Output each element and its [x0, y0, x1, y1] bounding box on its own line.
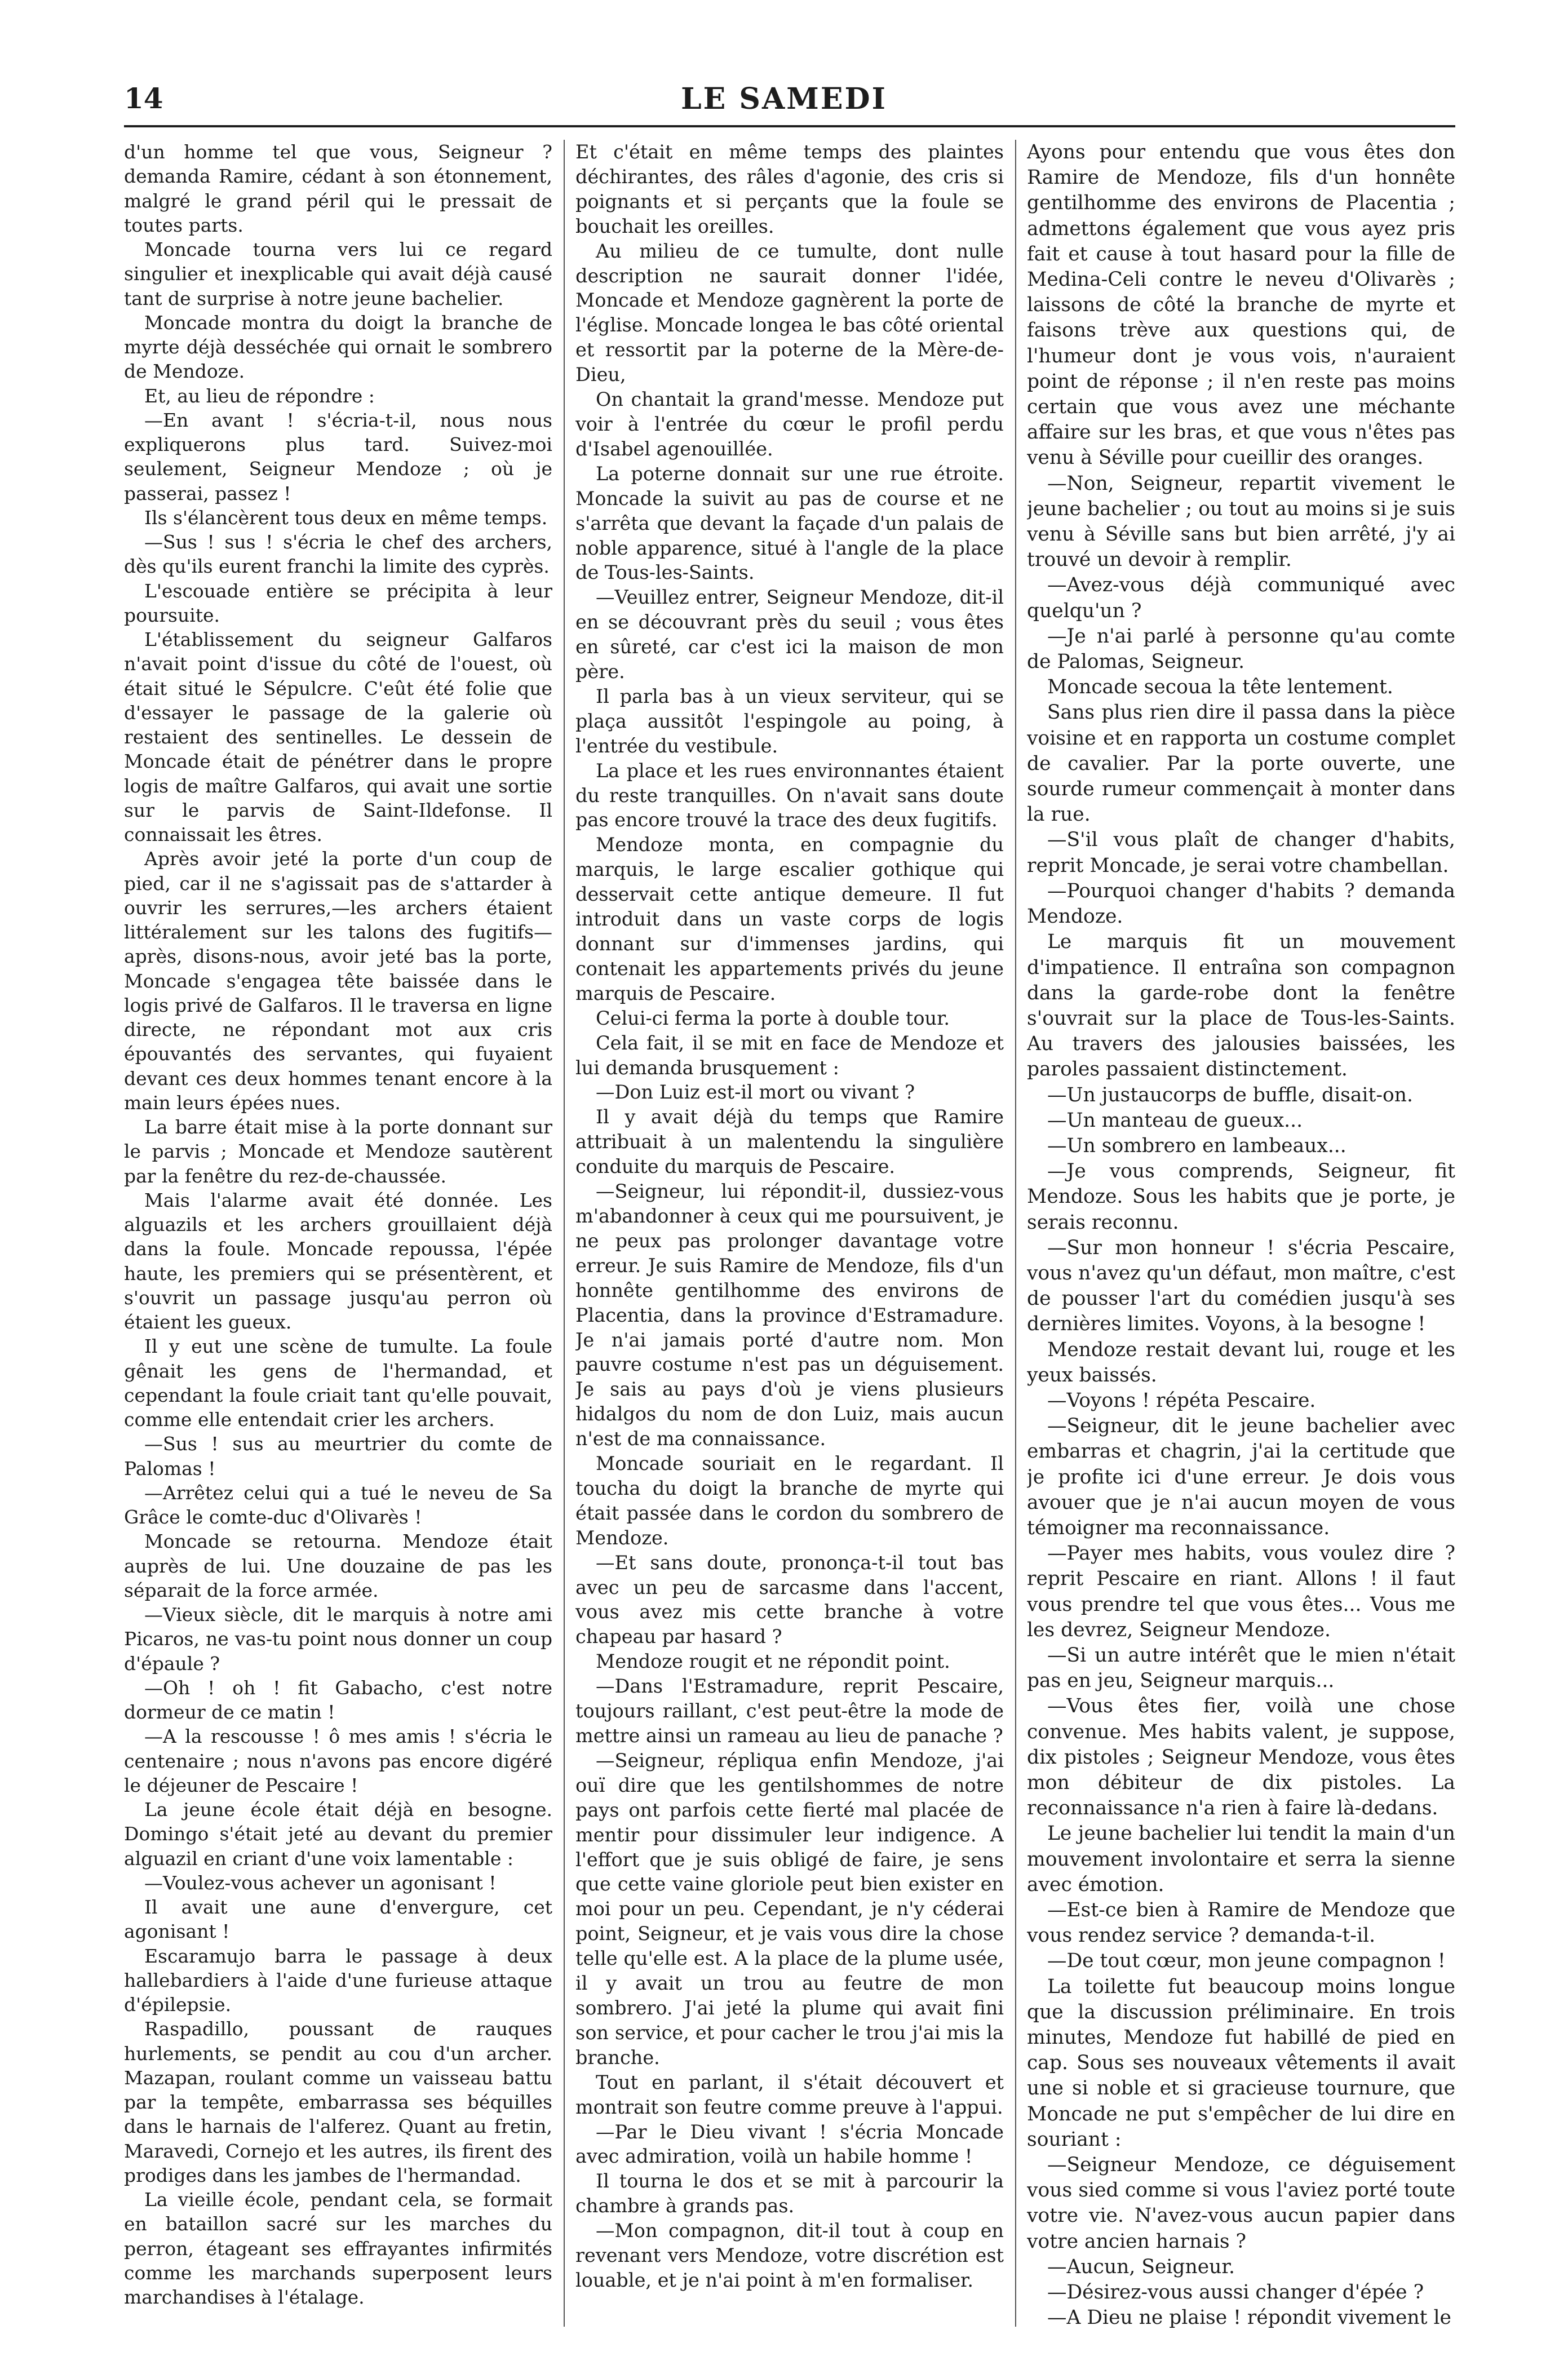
paragraph: Ayons pour entendu que vous êtes don Ramire de Mendoze, fils d'un honnête gentilhomme des environs de Placentia ; admettons également que vous ayez pris fait et cause à tout hasard pour la fille de Medina-Celi contre le neveu d'Olivarès ; laissons de côté la branche de myrte et faisons trève aux questions qui, de l'humeur dont je vous vois, n'auraient point de réponse ; il n'en reste pas moins certain que vous avez une méchante affaire sur les bras, et que vous n'êtes pas venu à Séville pour cueillir des oranges.	[1027, 141, 1455, 470]
page-number: 14	[124, 82, 163, 115]
header-rule	[124, 125, 1455, 127]
paragraph: —Et sans doute, prononça-t-il tout bas avec un peu de sarcasme dans l'accent, vous avez mis cette branche à votre chapeau par hasard ?	[575, 1551, 1004, 1648]
journal-title: LE SAMEDI	[681, 82, 887, 116]
paragraph: —Arrêtez celui qui a tué le neveu de Sa Grâce le comte-duc d'Olivarès !	[124, 1481, 552, 1528]
paragraph: La toilette fut beaucoup moins longue que la discussion préliminaire. En trois minutes, Mendoze fut habillé de pied en cap. Sous ses nouveaux vêtements il avait une si noble et si gracieuse tournure, que Moncade ne put s'empêcher de lui dire en souriant :	[1027, 1975, 1455, 2151]
paragraph: —Pourquoi changer d'habits ? demanda Mendoze.	[1027, 879, 1455, 928]
paragraph: Tout en parlant, il s'était découvert et montrait son feutre comme preuve à l'appui.	[575, 2071, 1004, 2118]
paragraph: Le jeune bachelier lui tendit la main d'un mouvement involontaire et serra la sienne avec émotion.	[1027, 1822, 1455, 1896]
paragraph: —Seigneur, lui répondit-il, dussiez-vous m'abandonner à ceux qui me poursuivent, je ne peux pas prolonger davantage votre erreur. Je suis Ramire de Mendoze, fils d'un honnête gentilhomme des environs de Placentia, dans la province d'Estramadure. Je n'ai jamais porté d'autre nom. Mon pauvre costume n'est pas un déguisement. Je sais au pays d'où je viens plusieurs hidalgos du nom de don Luiz, mais aucun n'est de ma connaissance.	[575, 1180, 1004, 1450]
paragraph: —Seigneur, dit le jeune bachelier avec embarras et chagrin, j'ai la certitude que je profite ici d'une erreur. Je dois vous avouer que je n'ai aucun moyen de vous témoigner ma reconnaissance.	[1027, 1415, 1455, 1539]
paragraph: —Je n'ai parlé à personne qu'au comte de Palomas, Seigneur.	[1027, 625, 1455, 674]
paragraph: —Sus ! sus ! s'écria le chef des archers, dès qu'ils eurent franchi la limite des cyprès.	[124, 531, 552, 578]
paragraph: Moncade montra du doigt la branche de myrte déjà desséchée qui ornait le sombrero de Mendoze.	[124, 311, 552, 383]
paragraph: Et, au lieu de répondre :	[144, 384, 375, 407]
paragraph: Celui-ci ferma la porte à double tour.	[596, 1007, 950, 1029]
paragraph: —Un sombrero en lambeaux...	[1047, 1134, 1346, 1157]
paragraph: —Voulez-vous achever un agonisant !	[144, 1871, 497, 1894]
paragraph: La poterne donnait sur une rue étroite. Moncade la suivit au pas de course et ne s'arrêta que devant la façade d'un palais de noble apparence, situé à l'angle de la place de Tous-les-Saints.	[575, 462, 1004, 584]
paragraph: Il y avait déjà du temps que Ramire attribuait à un malentendu la singulière conduite du marquis de Pescaire.	[575, 1106, 1004, 1178]
paragraph: —Sus ! sus au meurtrier du comte de Palomas !	[124, 1433, 552, 1480]
paragraph: On chantait la grand'messe. Mendoze put voir à l'entrée du cœur le profil perdu d'Isabel agenouillée.	[575, 388, 1004, 460]
paragraph: Mendoze restait devant lui, rouge et les yeux baissés.	[1027, 1338, 1455, 1387]
paragraph: Raspadillo, poussant de rauques hurlements, se pendit au cou d'un archer. Mazapan, roulant comme un vaisseau battu par la tempête, embarrassa ses béquilles dans le harnais de l'alferez. Quant au fretin, Maravedi, Cornejo et les autres, ils firent des prodiges dans les jambes de l'hermandad.	[124, 2018, 552, 2186]
paragraph: Escaramujo barra le passage à deux hallebardiers à l'aide d'une furieuse attaque d'épilepsie.	[124, 1945, 552, 2016]
paragraph: —Aucun, Seigneur.	[1047, 2255, 1235, 2278]
paragraph: —Seigneur Mendoze, ce déguisement vous sied comme si vous l'aviez porté toute votre vie. N'avez-vous aucun papier dans votre ancien harnais ?	[1027, 2154, 1455, 2253]
paragraph: —Sur mon honneur ! s'écria Pescaire, vous n'avez qu'un défaut, mon maître, c'est de pousser l'art du comédien jusqu'à ses dernières limites. Voyons, à la besogne !	[1027, 1236, 1455, 1336]
paragraph: Il parla bas à un vieux serviteur, qui se plaça aussitôt l'espingole au poing, à l'entrée du vestibule.	[575, 685, 1004, 757]
page-header	[0, 0, 1568, 135]
paragraph: —De tout cœur, mon jeune compagnon !	[1047, 1950, 1446, 1973]
column-separator	[564, 140, 565, 2327]
paragraph: Moncade se retourna. Mendoze était auprès de lui. Une douzaine de pas les séparait de la force armée.	[124, 1530, 552, 1601]
paragraph: —Payer mes habits, vous voulez dire ? reprit Pescaire en riant. Allons ! il faut vous prendre tel que vous êtes... Vous me les devrez, Seigneur Mendoze.	[1027, 1542, 1455, 1641]
paragraph: —S'il vous plaît de changer d'habits, reprit Moncade, je serai votre chambellan.	[1027, 829, 1455, 877]
paragraph: —Non, Seigneur, repartit vivement le jeune bachelier ; ou tout au moins si je suis venu à Séville sans but bien arrêté, j'y ai trouvé un devoir à remplir.	[1027, 472, 1455, 572]
text-column-3	[1027, 140, 1455, 2338]
paragraph: —Voyons ! répéta Pescaire.	[1047, 1389, 1316, 1412]
paragraph: —A Dieu ne plaise ! répondit vivement le	[1047, 2306, 1451, 2329]
paragraph: Le marquis fit un mouvement d'impatience. Il entraîna son compagnon dans la garde-robe dont la fenêtre s'ouvrait sur la place de Tous-les-Saints. Au travers des jalousies baissées, les paroles passaient distinctement.	[1027, 931, 1455, 1081]
paragraph: —Seigneur, répliqua enfin Mendoze, j'ai ouï dire que les gentilshommes de notre pays ont parfois cette fierté mal placée de mentir pour dissimuler leur indigence. A l'effort que je suis obligé de faire, je sens que cette vaine gloriole peut bien exister en moi pour un peu. Cependant, je n'y céderai point, Seigneur, et je vais vous dire la chose telle qu'elle est. A la place de la plume usée, il y avait un trou au feutre de mon sombrero. J'ai jeté la plume qui avait fini son service, et pour cacher le trou j'ai mis la branche.	[575, 1749, 1004, 2069]
paragraph: Sans plus rien dire il passa dans la pièce voisine et en rapporta un costume complet de cavalier. Par la porte ouverte, une sourde rumeur commençait à monter dans la rue.	[1027, 701, 1455, 826]
paragraph: Moncade tourna vers lui ce regard singulier et inexplicable qui avait déjà causé tant de surprise à notre jeune bachelier.	[124, 238, 552, 309]
paragraph: La barre était mise à la porte donnant sur le parvis ; Moncade et Mendoze sautèrent par la fenêtre du rez-de-chaussée.	[124, 1116, 552, 1187]
paragraph: L'escouade entière se précipita à leur poursuite.	[124, 579, 552, 626]
paragraph: La vieille école, pendant cela, se formait en bataillon sacré sur les marches du perron, étageant ses effrayantes infirmités comme les marchands superposent leurs marchandises à l'étalage.	[124, 2189, 552, 2308]
paragraph: Cela fait, il se mit en face de Mendoze et lui demanda brusquement :	[575, 1031, 1004, 1079]
paragraph: —A la rescousse ! ô mes amis ! s'écria le centenaire ; nous n'avons pas encore digéré le déjeuner de Pescaire !	[124, 1725, 552, 1796]
paragraph: —Si un autre intérêt que le mien n'était pas en jeu, Seigneur marquis...	[1027, 1644, 1455, 1693]
paragraph: Mais l'alarme avait été donnée. Les alguazils et les archers grouillaient déjà dans la foule. Moncade repoussa, l'épée haute, les premiers qui se présentèrent, et s'ouvrit un passage jusqu'au perron où étaient les gueux.	[124, 1189, 552, 1333]
paragraph: Mendoze rougit et ne répondit point.	[596, 1650, 950, 1673]
paragraph: La place et les rues environnantes étaient du reste tranquilles. On n'avait sans doute pas encore trouvé la trace des deux fugitifs.	[575, 759, 1004, 831]
column-separator	[1015, 140, 1016, 2327]
paragraph: Il tourna le dos et se mit à parcourir la chambre à grands pas.	[575, 2170, 1004, 2217]
paragraph: Après avoir jeté la porte d'un coup de pied, car il ne s'agissait pas de s'attarder à ouvrir les serrures,—les archers étaient littéralement sur les talons des fugitifs—après, disons-nous, avoir jeté bas la porte, Moncade s'engagea tête baissée dans le logis privé de Galfaros. Il le traversa en ligne directe, ne répondant mot aux cris épouvantés des servantes, qui fuyaient devant ces deux hommes tenant encore à la main leurs épées nues.	[124, 848, 552, 1114]
paragraph: L'établissement du seigneur Galfaros n'avait point d'issue du côté de l'ouest, où était situé le Sépulcre. C'eût été folie que d'essayer le passage de la galerie où restaient des sentinelles. Le dessein de Moncade était de pénétrer dans le propre logis de maître Galfaros, qui avait une sortie sur le parvis de Saint-Ildefonse. Il connaissait les êtres.	[124, 628, 552, 845]
paragraph: La jeune école était déjà en besogne. Domingo s'était jeté au devant du premier alguazil en criant d'une voix lamentable :	[124, 1799, 552, 1870]
paragraph: Il y eut une scène de tumulte. La foule gênait les gens de l'hermandad, et cependant la foule criait tant qu'elle pouvait, comme elle entendait crier les archers.	[124, 1335, 552, 1430]
paragraph: Et c'était en même temps des plaintes déchirantes, des râles d'agonie, des cris si poignants et si perçants que la foule se bouchait les oreilles.	[575, 141, 1004, 237]
paragraph: —Par le Dieu vivant ! s'écria Moncade avec admiration, voilà un habile homme !	[575, 2120, 1004, 2168]
paragraph: —Je vous comprends, Seigneur, fit Mendoze. Sous les habits que je porte, je serais reconnu.	[1027, 1160, 1455, 1234]
page-body	[124, 140, 1455, 2338]
text-column-1	[124, 140, 552, 2338]
paragraph: Au milieu de ce tumulte, dont nulle description ne saurait donner l'idée, Moncade et Mendoze gagnèrent la porte de l'église. Moncade longea le bas côté oriental et ressortit par la poterne de la Mère-de-Dieu,	[575, 240, 1004, 386]
paragraph: —Désirez-vous aussi changer d'épée ?	[1047, 2281, 1424, 2304]
paragraph: —Vous êtes fier, voilà une chose convenue. Mes habits valent, je suppose, dix pistoles ; Seigneur Mendoze, vous êtes mon débiteur de dix pistoles. La reconnaissance n'a rien à faire là-dedans.	[1027, 1695, 1455, 1820]
paragraph: —Don Luiz est-il mort ou vivant ?	[596, 1081, 915, 1104]
paragraph: —Un manteau de gueux...	[1047, 1109, 1303, 1132]
paragraph: Il avait une aune d'envergure, cet agonisant !	[124, 1896, 552, 1943]
paragraph: —En avant ! s'écria-t-il, nous nous expliquerons plus tard. Suivez-moi seulement, Seigneur Mendoze ; où je passerai, passez !	[124, 409, 552, 504]
text-column-2	[575, 140, 1004, 2338]
paragraph: Mendoze monta, en compagnie du marquis, le large escalier gothique qui desservait cette antique demeure. Il fut introduit dans un vaste corps de logis donnant sur d'immenses jardins, qui contenait les appartements privés du jeune marquis de Pescaire.	[575, 834, 1004, 1004]
paragraph: Moncade souriait en le regardant. Il toucha du doigt la branche de myrte qui était passée dans le cordon du sombrero de Mendoze.	[575, 1452, 1004, 1549]
paragraph: Moncade secoua la tête lentement.	[1047, 676, 1393, 699]
paragraph: —Dans l'Estramadure, reprit Pescaire, toujours raillant, c'est peut-être la mode de mettre ainsi un rameau au lieu de panache ?	[575, 1675, 1004, 1747]
paragraph: —Veuillez entrer, Seigneur Mendoze, dit-il en se découvrant près du seuil ; vous êtes en sûreté, car c'est ici la maison de mon père.	[575, 586, 1004, 683]
paragraph: —Oh ! oh ! fit Gabacho, c'est notre dormeur de ce matin !	[124, 1676, 552, 1723]
paragraph: —Mon compagnon, dit-il tout à coup en revenant vers Mendoze, votre discrétion est louable, et je n'ai point à m'en formaliser.	[575, 2220, 1004, 2291]
paragraph: —Vieux siècle, dit le marquis à notre ami Picaros, ne vas-tu point nous donner un coup d'épaule ?	[124, 1604, 552, 1675]
paragraph: —Est-ce bien à Ramire de Mendoze que vous rendez service ? demanda-t-il.	[1027, 1899, 1455, 1947]
paragraph: —Un justaucorps de buffle, disait-on.	[1047, 1083, 1413, 1106]
paragraph: Ils s'élancèrent tous deux en même temps.	[144, 506, 548, 529]
paragraph: —Avez-vous déjà communiqué avec quelqu'un ?	[1027, 574, 1455, 622]
paragraph: d'un homme tel que vous, Seigneur ? demanda Ramire, cédant à son étonnement, malgré le grand péril qui le pressait de toutes parts.	[124, 141, 552, 236]
